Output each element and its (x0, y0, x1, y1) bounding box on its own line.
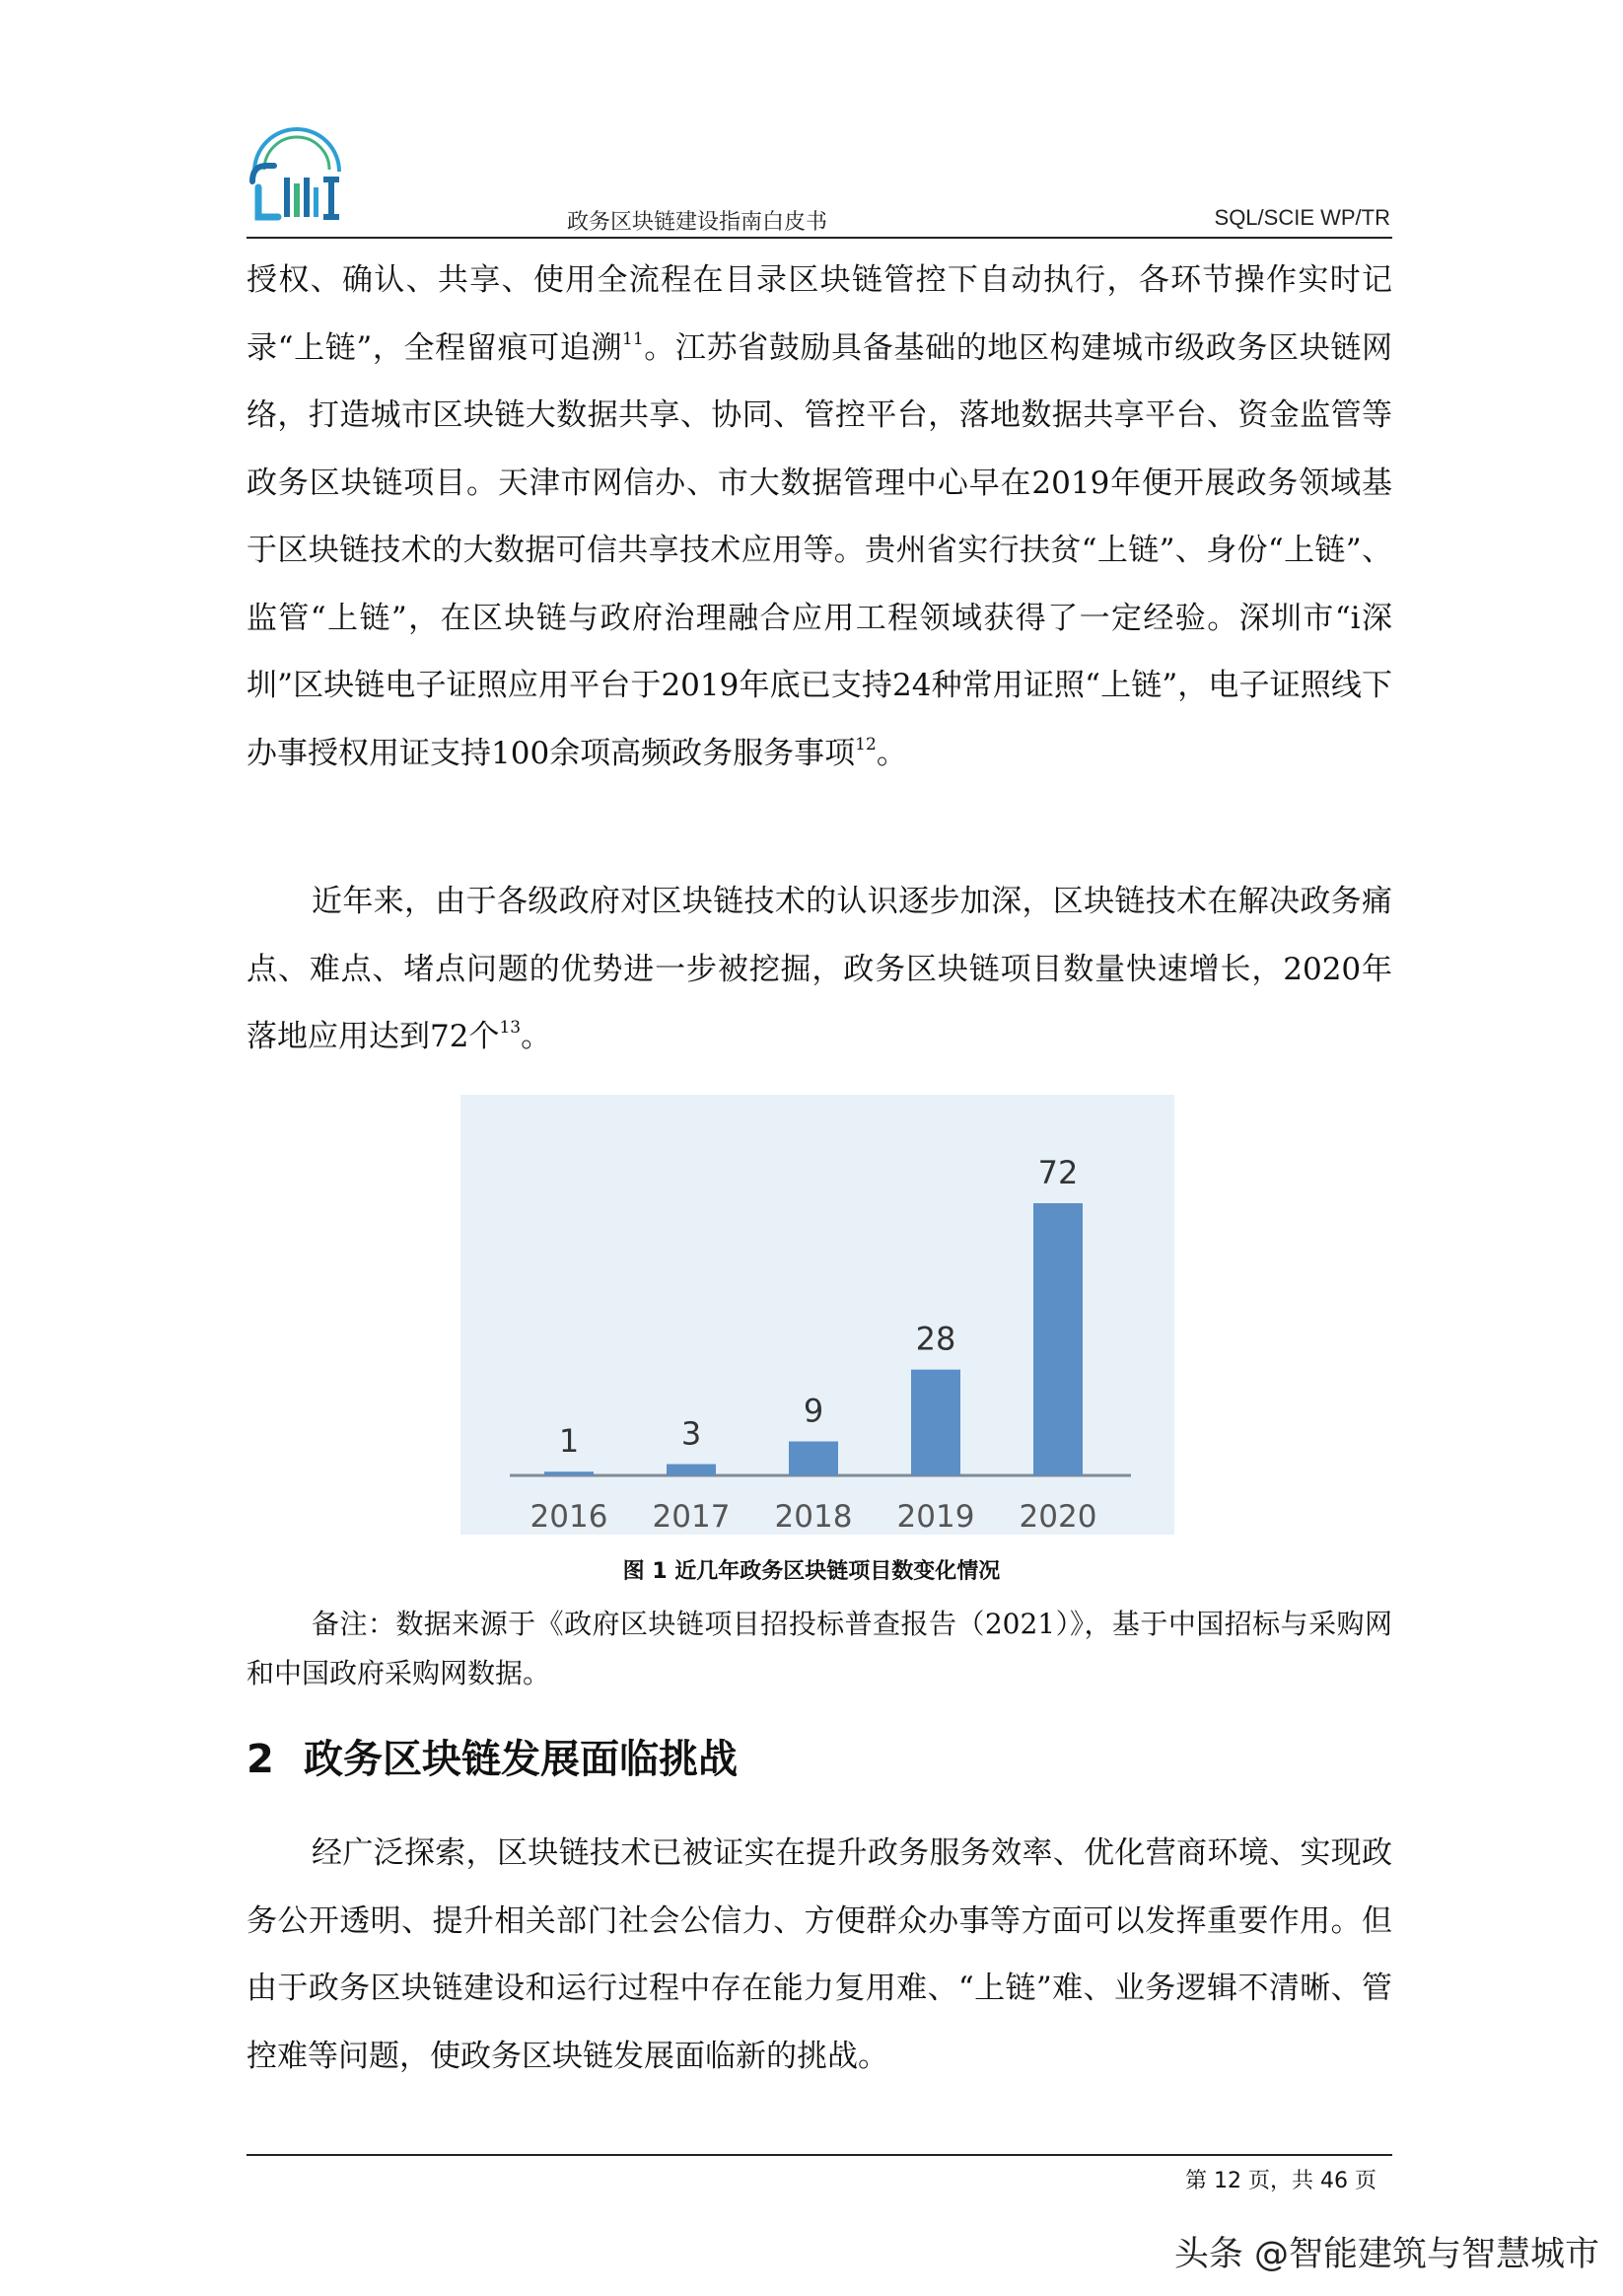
figure-caption: 图 1 近几年政务区块链项目数变化情况 (622, 1559, 1001, 1584)
bar-2017 (667, 1465, 716, 1476)
x-tick-label-2019: 2019 (896, 1499, 975, 1535)
body-paragraph-1 (247, 247, 1392, 787)
header-title: 政务区块链建设指南白皮书 (567, 210, 828, 235)
bar-value-label-2016: 1 (558, 1422, 580, 1461)
bar-2016 (544, 1471, 594, 1475)
body-paragraph-3: 经广泛探索，区块链技术已被证实在提升政务服务效率、优化营商环境、实现政务公开透明、提升相关部门社会公信力、方便群众办事等方面可以发挥重要作用。但由于政务区块链建设和运行过程中存在能力复用难、“上链”难、业务逻辑不清晰、管控难等问题，使政务区块链发展面临新的挑战。 (247, 1835, 1392, 2074)
header-document-code: SQL/SCIE WP/TR (1214, 205, 1390, 230)
bar-value-label-2018: 9 (803, 1392, 824, 1430)
footnote-ref-13[interactable]: 13 (499, 1018, 522, 1038)
bar-value-label-2019: 28 (915, 1320, 956, 1358)
paragraph-2-end: 。 (521, 1019, 552, 1054)
section-heading (247, 1728, 738, 1784)
header-divider (247, 237, 1392, 239)
section-title: 政务区块链发展面临挑战 (304, 1737, 738, 1782)
body-paragraph-2 (247, 868, 1392, 1071)
footnote-ref-11[interactable]: 11 (622, 328, 644, 349)
x-tick-label-2017: 2017 (652, 1499, 731, 1535)
data-source-note: 备注：数据来源于《政府区块链项目招投标普查报告（2021）》，基于中国招标与采购网和中国政府采购网数据。 (247, 1608, 1392, 1689)
section-number: 2 (247, 1737, 274, 1782)
paragraph-1-text-b: 。江苏省鼓励具备基础的地区构建城市级政务区块链网络，打造城市区块链大数据共享、协同、管控平台，落地数据共享平台、资金监管等政务区块链项目。天津市网信办、市大数据管理中心早在2019年便开展政务领域基于区块链技术的大数据可信共享技术应用等。贵州省实行扶贫“上链”、身份“上链”、监管“上链”，在区块链与政府治理融合应用工程领域获得了一定经验。深圳市“i深圳”区块链电子证照应用平台于2019年底已支持24种常用证照“上链”，电子证照线下办事授权用证支持100余项高频政务服务事项 (247, 329, 1392, 771)
footer-divider (247, 2154, 1392, 2156)
x-tick-label-2016: 2016 (529, 1499, 608, 1535)
bar-value-label-2017: 3 (680, 1414, 702, 1453)
logo-icon (245, 122, 349, 227)
bar-chart (460, 1095, 1174, 1535)
x-tick-label-2020: 2020 (1019, 1499, 1097, 1535)
bar-2020 (1033, 1203, 1083, 1475)
bar-2018 (789, 1442, 838, 1476)
x-tick-label-2018: 2018 (774, 1499, 853, 1535)
paragraph-1-text-a: 授权、确认、共享、使用全流程在目录区块链管控下自动执行，各环节操作实时记录“上链”，全程留痕可追溯 (247, 262, 1392, 366)
bar-value-label-2020: 72 (1037, 1154, 1079, 1191)
footnote-ref-12[interactable]: 12 (855, 734, 877, 754)
bar-chart-svg (460, 1095, 1174, 1535)
page-number: 第 12 页，共 46 页 (1185, 2169, 1376, 2193)
watermark-text: 头条 @智能建筑与智慧城市 (1173, 2235, 1599, 2274)
paragraph-1-text-c: 。 (876, 735, 907, 771)
paragraph-2-text: 近年来，由于各级政府对区块链技术的认识逐步加深，区块链技术在解决政务痛点、难点、堵点问题的优势进一步被挖掘，政务区块链项目数量快速增长，2020年落地应用达到72个 (247, 884, 1392, 1054)
bar-2019 (911, 1370, 960, 1475)
